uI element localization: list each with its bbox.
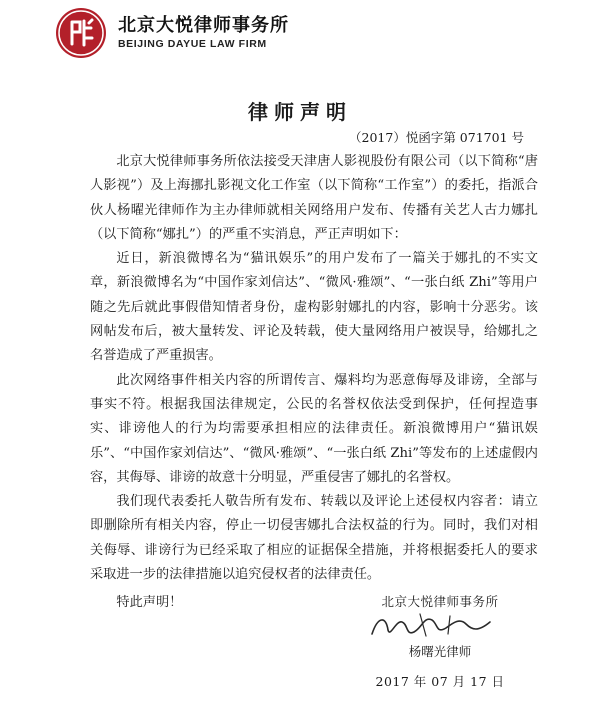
signature-date: 2017 年 07 月 17 日 [375, 674, 505, 689]
handwritten-signature-icon [350, 610, 530, 640]
paragraph-intro: 北京大悦律师事务所依法接受天津唐人影视股份有限公司（以下简称“唐人影视”）及上海挪扎影视文化工作室（以下简称“工作室”）的委托，指派合伙人杨曜光律师作为主办律师就相关网络用户发布、传播有关艺人古力娜扎（以下简称“娜扎”）的严重不实消息，严正声明如下： [90, 154, 538, 242]
statement-body [90, 150, 538, 616]
letterhead [56, 8, 289, 58]
paragraph-legal-basis: 此次网络事件相关内容的所谓传言、爆料均为恶意侮辱及诽谤，全部与事实不符。根据我国法律规定，公民的名誉权依法受到保护，任何捏造事实、诽谤他人的行为均需要承担相应的法律责任。新浪微博用户“猫讯娱乐”、“中国作家刘信达”、“微风·雅颂”、“一张白纸 Zhi”等发布的上述虚假内容，其侮辱、诽谤的故意十分明显，严重侵害了娜扎的名誉权。 [90, 372, 538, 485]
firm-name-english: BEIJING DAYUE LAW FIRM [118, 37, 267, 50]
signature-firm-name: 北京大悦律师事务所 [381, 594, 499, 609]
paragraph-facts: 近日，新浪微博名为“猫讯娱乐”的用户发布了一篇关于娜扎的不实文章，新浪微博名为“中国作家刘信达”、“微风·雅颂”、“一张白纸 Zhi”等用户随之先后就此事假借知情者身份，虚构影射娜扎的内容，影响十分恶劣。该网帖发布后，被大量转发、评论及转载，使大量网络用户被误导，给娜扎之名誉造成了严重损害。 [90, 251, 538, 364]
signature-block [350, 592, 530, 690]
firm-logo-icon [56, 8, 106, 58]
paragraph-demands: 我们现代表委托人敬告所有发布、转载以及评论上述侵权内容者：请立即删除所有相关内容，停止一切侵害娜扎合法权益的行为。同时，我们对相关侮辱、诽谤行为已经采取了相应的证据保全措施，并将根据委托人的要求采取进一步的法律措施以追究侵权者的法律责任。 [90, 494, 538, 583]
firm-name-chinese: 北京大悦律师事务所 [118, 14, 289, 36]
document-title: 律师声明 [248, 100, 352, 124]
closing-line: 特此声明！ [116, 595, 183, 611]
signature-lawyer-name: 杨曙光律师 [408, 644, 472, 659]
document-number: （2017）悦函字第 071701 号 [349, 130, 524, 145]
